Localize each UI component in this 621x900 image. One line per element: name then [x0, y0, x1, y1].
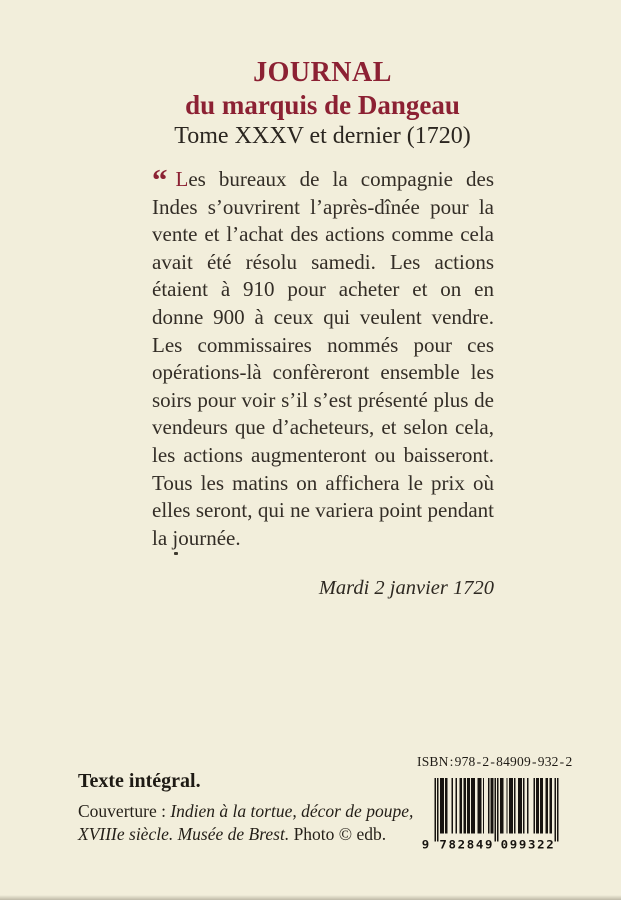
quote-lead-letter: L: [175, 167, 189, 191]
quote-paragraph: [152, 162, 494, 552]
quote-date: Mardi 2 janvier 1720: [318, 577, 494, 600]
print-speck: [174, 552, 178, 555]
cover-credit-line-2: [78, 823, 413, 846]
svg-text:0: 0: [500, 838, 509, 851]
title-block: [0, 57, 621, 150]
cover-credit-museum: XVIIIe siècle. Musée de Brest.: [78, 823, 290, 844]
isbn-text: ISBN : 978 - 2 - 84909 - 932 - 2: [417, 754, 573, 769]
cover-credit-photo: Photo © edb.: [293, 823, 387, 844]
footer-credits: [78, 770, 413, 845]
book-subtitle: du marquis de Dangeau: [185, 90, 460, 120]
cover-credit-title: Indien à la tortue, décor de poupe,: [170, 801, 414, 821]
svg-text:2: 2: [537, 838, 545, 851]
quote-block: [152, 162, 494, 600]
book-title: JOURNAL: [253, 57, 392, 88]
svg-text:9: 9: [518, 838, 527, 851]
cover-credit-line-1: [78, 800, 413, 823]
svg-text:8: 8: [448, 838, 456, 851]
quote-text: es bureaux de la compagnie des Indes s’ouvrirent l’après-dînée pour la vente et l’achat des actions comme cela avait été résolu samedi. Les actions étaient à 910 pour acheter et on en donne 900 à ceux qui veulent vendre. Les commissaires nommés pour ces opérations-là confèreront ensemble les soirs pour voir s’il s’est présenté plus de vendeurs que d’acheteurs, et selon cela, les actions augmenteront ou baisseront. Tous les matins on affichera le prix où elles seront, qui ne variera point pendant la journée.: [152, 167, 494, 550]
svg-text:3: 3: [527, 838, 536, 851]
svg-text:2: 2: [457, 838, 466, 851]
full-text-note: Texte intégral.: [78, 770, 201, 792]
svg-text:4: 4: [475, 838, 484, 851]
svg-text:9: 9: [509, 838, 518, 851]
open-quote-mark: “: [152, 162, 168, 197]
svg-text:7: 7: [439, 838, 447, 851]
svg-text:9: 9: [484, 838, 493, 851]
volume-line: Tome XXXV et dernier (1720): [174, 123, 471, 149]
cover-credit-prefix: Couverture :: [78, 801, 166, 821]
svg-text:8: 8: [466, 838, 475, 851]
ean13-barcode: [419, 778, 561, 851]
svg-text:2: 2: [546, 838, 554, 851]
svg-text:9: 9: [421, 838, 430, 851]
